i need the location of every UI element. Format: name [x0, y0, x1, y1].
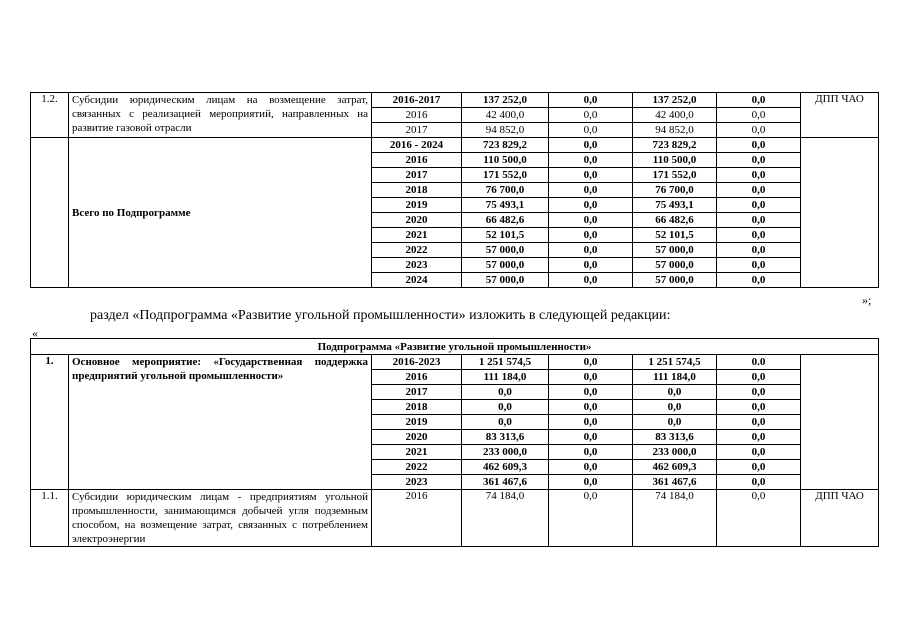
year-cell: 2017: [372, 168, 462, 183]
value-cell: 0,0: [549, 385, 633, 400]
value-cell: 0,0: [633, 400, 717, 415]
empty-executor-cell: [801, 138, 879, 288]
value-cell: 462 609,3: [633, 460, 717, 475]
value-cell: 0,0: [717, 273, 801, 288]
total-cell: 52 101,5: [462, 228, 549, 243]
value-cell: 361 467,6: [633, 475, 717, 490]
value-cell: 52 101,5: [633, 228, 717, 243]
value-cell: 0,0: [717, 153, 801, 168]
value-cell: 0,0: [717, 460, 801, 475]
total-cell: 76 700,0: [462, 183, 549, 198]
value-cell: 0,0: [717, 93, 801, 108]
year-cell: 2016: [372, 153, 462, 168]
year-cell: 2019: [372, 198, 462, 213]
value-cell: 0,0: [549, 400, 633, 415]
value-cell: 0,0: [717, 198, 801, 213]
value-cell: 0,0: [549, 475, 633, 490]
empty-executor-cell: [801, 355, 879, 490]
year-cell: 2022: [372, 243, 462, 258]
total-cell: 462 609,3: [462, 460, 549, 475]
year-cell: 2021: [372, 445, 462, 460]
value-cell: 0,0: [717, 183, 801, 198]
value-cell: 57 000,0: [633, 243, 717, 258]
main-measure-description: Основное мероприятие: «Государственная поддержка предприятий угольной промышленности»: [69, 355, 372, 490]
closing-quote-mark: »;: [862, 293, 872, 307]
value-cell: 0,0: [549, 123, 633, 138]
value-cell: 83 313,6: [633, 430, 717, 445]
year-cell: 2017: [372, 385, 462, 400]
value-cell: 0,0: [717, 258, 801, 273]
total-cell: 0,0: [462, 415, 549, 430]
value-cell: 137 252,0: [633, 93, 717, 108]
total-cell: 57 000,0: [462, 273, 549, 288]
empty-number-cell: [31, 138, 69, 288]
year-cell: 2017: [372, 123, 462, 138]
value-cell: 0,0: [549, 138, 633, 153]
total-cell: 1 251 574,5: [462, 355, 549, 370]
total-cell: 0,0: [462, 385, 549, 400]
value-cell: 0,0: [633, 415, 717, 430]
value-cell: 0,0: [717, 400, 801, 415]
measure-description: Субсидии юридическим лицам на возмещение затрат, связанных с реализацией мероприятий, направленных на развитие газовой отрасли: [69, 93, 372, 138]
total-cell: 233 000,0: [462, 445, 549, 460]
subprogram-total-label: Всего по Подпрограмме: [69, 138, 372, 288]
value-cell: 0,0: [717, 490, 801, 547]
total-cell: 57 000,0: [462, 243, 549, 258]
total-cell: 111 184,0: [462, 370, 549, 385]
value-cell: 57 000,0: [633, 273, 717, 288]
value-cell: 57 000,0: [633, 258, 717, 273]
year-cell: 2016: [372, 108, 462, 123]
year-cell: 2016 - 2024: [372, 138, 462, 153]
value-cell: 76 700,0: [633, 183, 717, 198]
subprogram-coal-table: [30, 338, 879, 547]
value-cell: 0,0: [549, 445, 633, 460]
year-cell: 2020: [372, 213, 462, 228]
total-cell: 42 400,0: [462, 108, 549, 123]
value-cell: 75 493,1: [633, 198, 717, 213]
year-cell: 2023: [372, 258, 462, 273]
year-cell: 2018: [372, 183, 462, 198]
value-cell: 0,0: [717, 385, 801, 400]
value-cell: 0,0: [549, 153, 633, 168]
total-cell: 0,0: [462, 400, 549, 415]
value-cell: 0,0: [633, 385, 717, 400]
year-cell: 2022: [372, 460, 462, 475]
year-cell: 2024: [372, 273, 462, 288]
value-cell: 111 184,0: [633, 370, 717, 385]
value-cell: 0,0: [717, 475, 801, 490]
value-cell: 0,0: [717, 370, 801, 385]
value-cell: 42 400,0: [633, 108, 717, 123]
measure-description: Субсидии юридическим лицам - предприятиям угольной промышленности, занимающимся добычей угля подземным способом, на возмещение затрат, связанных с потреблением электроэнергии: [69, 490, 372, 547]
value-cell: 0,0: [549, 415, 633, 430]
total-cell: 66 482,6: [462, 213, 549, 228]
value-cell: 0,0: [549, 355, 633, 370]
value-cell: 0,0: [549, 183, 633, 198]
total-cell: 83 313,6: [462, 430, 549, 445]
total-cell: 137 252,0: [462, 93, 549, 108]
value-cell: 723 829,2: [633, 138, 717, 153]
total-cell: 74 184,0: [462, 490, 549, 547]
value-cell: 0,0: [549, 108, 633, 123]
value-cell: 0,0: [549, 228, 633, 243]
value-cell: 0,0: [717, 213, 801, 228]
value-cell: 0,0: [549, 258, 633, 273]
value-cell: 0,0: [549, 490, 633, 547]
value-cell: 0.0: [717, 355, 801, 370]
value-cell: 0,0: [549, 460, 633, 475]
year-cell: 2016: [372, 370, 462, 385]
row-number: 1.: [31, 355, 69, 490]
value-cell: 0,0: [717, 243, 801, 258]
value-cell: 66 482,6: [633, 213, 717, 228]
value-cell: 0,0: [549, 370, 633, 385]
total-cell: 110 500,0: [462, 153, 549, 168]
value-cell: 0,0: [717, 228, 801, 243]
value-cell: 0,0: [717, 415, 801, 430]
total-cell: 723 829,2: [462, 138, 549, 153]
total-cell: 171 552,0: [462, 168, 549, 183]
value-cell: 1 251 574,5: [633, 355, 717, 370]
value-cell: 0,0: [717, 168, 801, 183]
value-cell: 0,0: [717, 108, 801, 123]
value-cell: 0,0: [717, 430, 801, 445]
total-cell: 94 852,0: [462, 123, 549, 138]
value-cell: 0,0: [549, 430, 633, 445]
value-cell: 0,0: [549, 198, 633, 213]
value-cell: 0,0: [549, 93, 633, 108]
row-number: 1.1.: [31, 490, 69, 547]
row-number: 1.2.: [31, 93, 69, 138]
value-cell: 0,0: [717, 445, 801, 460]
value-cell: 74 184,0: [633, 490, 717, 547]
year-cell: 2016: [372, 490, 462, 547]
year-cell: 2018: [372, 400, 462, 415]
year-cell: 2016-2023: [372, 355, 462, 370]
year-cell: 2020: [372, 430, 462, 445]
executor-cell: ДПП ЧАО: [801, 490, 879, 547]
year-cell: 2016-2017: [372, 93, 462, 108]
year-cell: 2023: [372, 475, 462, 490]
value-cell: 171 552,0: [633, 168, 717, 183]
value-cell: 0,0: [549, 213, 633, 228]
executor-cell: ДПП ЧАО: [801, 93, 879, 138]
subprogram-title: Подпрограмма «Развитие угольной промышленности»: [31, 339, 879, 355]
opening-quote-mark: «: [32, 326, 38, 340]
value-cell: 110 500,0: [633, 153, 717, 168]
value-cell: 0,0: [549, 273, 633, 288]
value-cell: 0,0: [549, 243, 633, 258]
value-cell: 0,0: [717, 123, 801, 138]
year-cell: 2019: [372, 415, 462, 430]
total-cell: 57 000,0: [462, 258, 549, 273]
amendment-instruction: раздел «Подпрограмма «Развитие угольной промышленности» изложить в следующей редакции:: [90, 308, 671, 323]
value-cell: 94 852,0: [633, 123, 717, 138]
year-cell: 2021: [372, 228, 462, 243]
value-cell: 233 000,0: [633, 445, 717, 460]
value-cell: 0,0: [717, 138, 801, 153]
total-cell: 75 493,1: [462, 198, 549, 213]
total-cell: 361 467,6: [462, 475, 549, 490]
subprogram-gas-table: [30, 92, 879, 288]
value-cell: 0,0: [549, 168, 633, 183]
